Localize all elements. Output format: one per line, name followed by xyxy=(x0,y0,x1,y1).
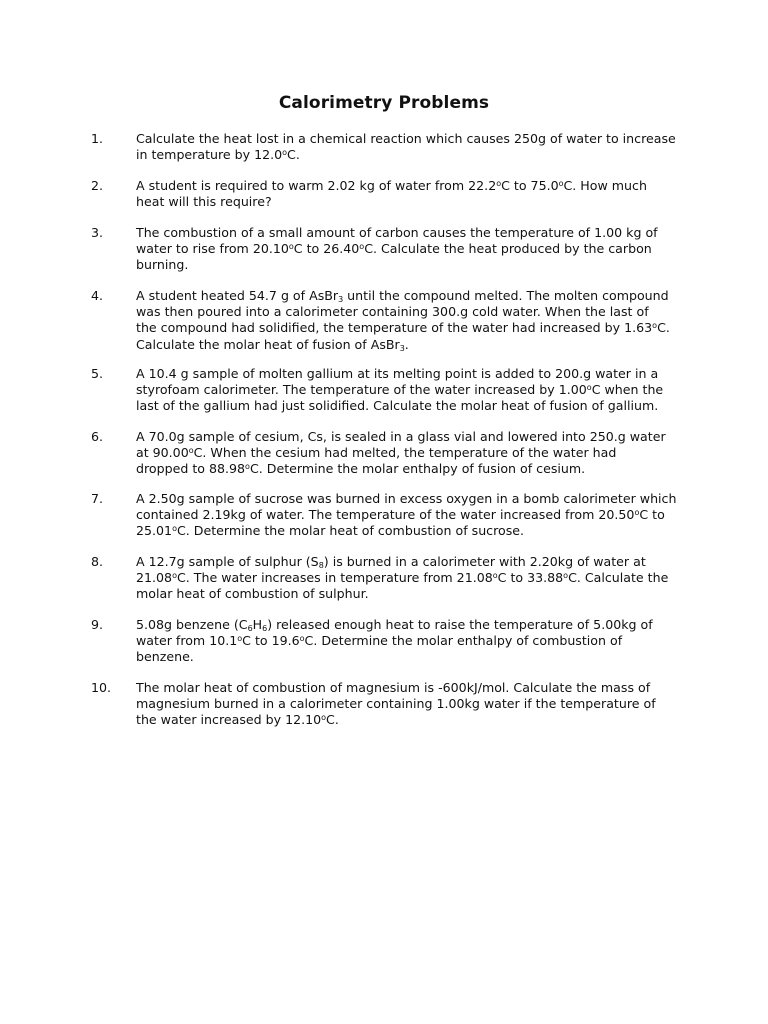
superscript: o xyxy=(586,383,592,393)
text-line: Calculate the molar heat of fusion of AsBr$_3$. xyxy=(136,336,409,353)
subscript: 3 xyxy=(399,343,405,353)
text-line: at 90.00$^o$C. When the cesium had melted, the temperature of the water had xyxy=(136,445,617,461)
superscript: o xyxy=(492,571,498,581)
text-line: A 12.7g sample of sulphur $(S_8)$ is burned in a calorimeter with 2.20kg of water at xyxy=(136,554,646,570)
text-line: styrofoam calorimeter. The temperature of the water increased by 1.00$^o$C when the xyxy=(136,382,664,398)
superscript: o xyxy=(558,179,564,188)
superscript: o xyxy=(172,524,177,534)
problem-text xyxy=(136,429,681,478)
superscript: o xyxy=(563,571,569,581)
superscript: o xyxy=(172,571,177,581)
problem-number: 2. xyxy=(91,178,104,193)
text-line: A 2.50g sample of sucrose was burned in excess oxygen in a bomb calorimeter which xyxy=(136,491,677,506)
text-line: burning. xyxy=(136,257,189,273)
text-line: 21.08$^o$C. The water increases in temperature from 21.08$^o$C to 33.88$^o$C. Calculate the xyxy=(136,570,669,586)
problem-number: 6. xyxy=(91,429,104,444)
text-line: molar heat of combustion of sulphur. xyxy=(136,586,369,602)
superscript: o xyxy=(652,321,658,331)
text-line: 5.08g benzene $(C_6H_6)$ released enough heat to raise the temperature of 5.00kg of xyxy=(136,617,653,633)
subscript: 6 xyxy=(262,624,268,633)
text-line: heat will this require? xyxy=(136,194,272,210)
text-line: last of the gallium had just solidified. Calculate the molar heat of fusion of gallium. xyxy=(136,398,659,414)
text-line: A student is required to warm 2.02 kg of water from 22.2$^o$C to 75.0$^o$C. How much xyxy=(136,178,647,193)
page-title: Calorimetry Problems xyxy=(278,93,490,113)
text-line: The molar heat of combustion of magnesium is -600kJ/mol. Calculate the mass of xyxy=(136,680,651,695)
text-line: the compound had solidified, the temperature of the water had increased by 1.63$^o$C. xyxy=(136,320,670,336)
superscript: o xyxy=(188,446,194,456)
problem-text xyxy=(136,288,681,353)
superscript: o xyxy=(282,148,288,158)
problem-text xyxy=(136,225,681,274)
problem-number: 4. xyxy=(91,288,104,303)
text-line: A 10.4 g sample of molten gallium at its melting point is added to 200.g water in a xyxy=(136,366,659,381)
problem-text xyxy=(136,131,681,163)
problem-number: 3. xyxy=(91,225,104,240)
text-line: water from 10.1$^o$C to 19.6$^o$C. Determine the molar enthalpy of combustion of xyxy=(136,633,623,649)
problem-text xyxy=(136,178,681,210)
text-line: water to rise from 20.10$^o$C to 26.40$^o$C. Calculate the heat produced by the carbon xyxy=(136,241,652,257)
problem-text xyxy=(136,554,681,603)
text-line: benzene. xyxy=(136,649,194,665)
problem-number: 9. xyxy=(91,617,104,632)
text-line: A 70.0g sample of cesium, Cs, is sealed in a glass vial and lowered into 250.g water xyxy=(136,429,666,444)
subscript: 3 xyxy=(338,295,344,304)
text-line: magnesium burned in a calorimeter containing 1.00kg water if the temperature of xyxy=(136,696,656,712)
text-line: was then poured into a calorimeter containing 300.g cold water. When the last of xyxy=(136,304,649,320)
problem-text xyxy=(136,366,681,415)
text-line: 25.01$^o$C. Determine the molar heat of combustion of sucrose. xyxy=(136,523,525,539)
superscript: o xyxy=(496,179,502,188)
text-line: in temperature by 12.0$^o$C. xyxy=(136,147,300,163)
text-line: dropped to 88.98$^o$C. Determine the molar enthalpy of fusion of cesium. xyxy=(136,461,586,477)
subscript: 8 xyxy=(318,561,324,570)
superscript: o xyxy=(321,713,327,723)
problem-number: 7. xyxy=(91,491,104,506)
superscript: o xyxy=(634,508,640,518)
superscript: o xyxy=(245,462,250,472)
text-line: Calculate the heat lost in a chemical reaction which causes 250g of water to increase xyxy=(136,131,676,146)
problem-number: 8. xyxy=(91,554,104,569)
text-line: The combustion of a small amount of carbon causes the temperature of 1.00 kg of xyxy=(136,225,658,240)
superscript: o xyxy=(237,634,243,644)
text-line: the water increased by 12.10$^o$C. xyxy=(136,712,339,728)
problem-text xyxy=(136,617,681,666)
text-line: contained 2.19kg of water. The temperature of the water increased from 20.50$^o$C to xyxy=(136,507,665,523)
subscript: 6 xyxy=(247,624,253,633)
superscript: o xyxy=(299,634,305,644)
problem-number: 1. xyxy=(91,131,104,146)
problem-text xyxy=(136,680,681,729)
problem-number: 10. xyxy=(91,680,112,695)
text-line: A student heated 54.7 g of AsBr$_3$ until the compound melted. The molten compound xyxy=(136,288,669,304)
superscript: o xyxy=(359,242,365,252)
superscript: o xyxy=(288,242,294,252)
problem-text xyxy=(136,491,681,540)
problem-number: 5. xyxy=(91,366,104,381)
